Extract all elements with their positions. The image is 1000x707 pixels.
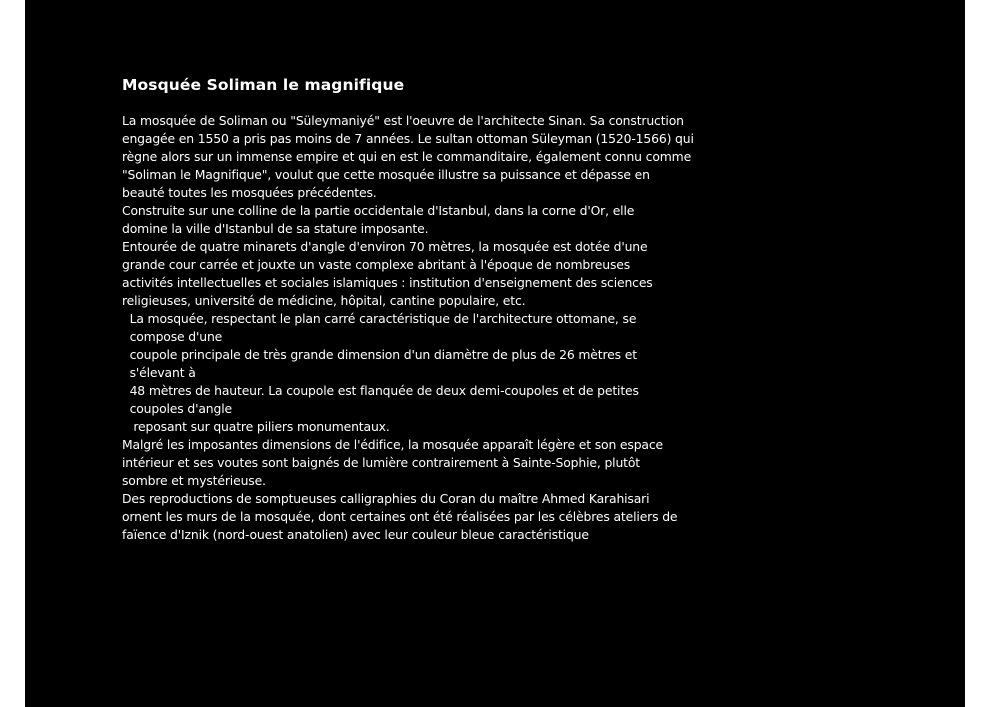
- text-line: coupoles d'angle: [122, 401, 232, 416]
- text-line: règne alors sur un immense empire et qui en est le commanditaire, également connu comme: [122, 149, 692, 164]
- text-line: La mosquée, respectant le plan carré caractéristique de l'architecture ottomane, se: [122, 311, 637, 326]
- text-line: ornent les murs de la mosquée, dont certaines ont été réalisées par les célèbres ateliers de: [122, 509, 678, 524]
- text-line: s'élevant à: [122, 365, 196, 380]
- text-line: La mosquée de Soliman ou "Süleymaniyé" est l'oeuvre de l'architecte Sinan. Sa construction: [122, 113, 684, 128]
- text-line: faïence d'Iznik (nord-ouest anatolien) avec leur couleur bleue caractéristique: [122, 527, 589, 542]
- page-title: Mosquée Soliman le magnifique: [122, 76, 405, 94]
- text-line: Malgré les imposantes dimensions de l'édifice, la mosquée apparaît légère et son espace: [122, 437, 664, 452]
- text-line: compose d'une: [122, 329, 223, 344]
- text-line: coupole principale de très grande dimension d'un diamètre de plus de 26 mètres et: [122, 347, 637, 362]
- text-line: sombre et mystérieuse.: [122, 473, 266, 488]
- text-line: engagée en 1550 a pris pas moins de 7 années. Le sultan ottoman Süleyman (1520-1566) qui: [122, 131, 694, 146]
- text-line: reposant sur quatre piliers monumentaux.: [122, 419, 390, 434]
- text-line: 48 mètres de hauteur. La coupole est flanquée de deux demi-coupoles et de petites: [122, 383, 639, 398]
- text-line: grande cour carrée et jouxte un vaste complexe abritant à l'époque de nombreuses: [122, 257, 631, 272]
- text-line: religieuses, université de médicine, hôpital, cantine populaire, etc.: [122, 293, 526, 308]
- text-line: Construite sur une colline de la partie occidentale d'Istanbul, dans la corne d'Or, elle: [122, 203, 635, 218]
- text-line: activités intellectuelles et sociales islamiques : institution d'enseignement des sciences: [122, 275, 653, 290]
- text-line: intérieur et ses voutes sont baignés de lumière contrairement à Sainte-Sophie, plutôt: [122, 455, 640, 470]
- text-line: "Soliman le Magnifique", voulut que cette mosquée illustre sa puissance et dépasse en: [122, 167, 650, 182]
- text-line: Des reproductions de somptueuses calligraphies du Coran du maître Ahmed Karahisari: [122, 491, 650, 506]
- text-line: Entourée de quatre minarets d'angle d'environ 70 mètres, la mosquée est dotée d'une: [122, 239, 648, 254]
- slide-page: [25, 0, 965, 707]
- text-line: domine la ville d'Istanbul de sa stature imposante.: [122, 221, 429, 236]
- body-text: [122, 112, 762, 544]
- text-line: beauté toutes les mosquées précédentes.: [122, 185, 377, 200]
